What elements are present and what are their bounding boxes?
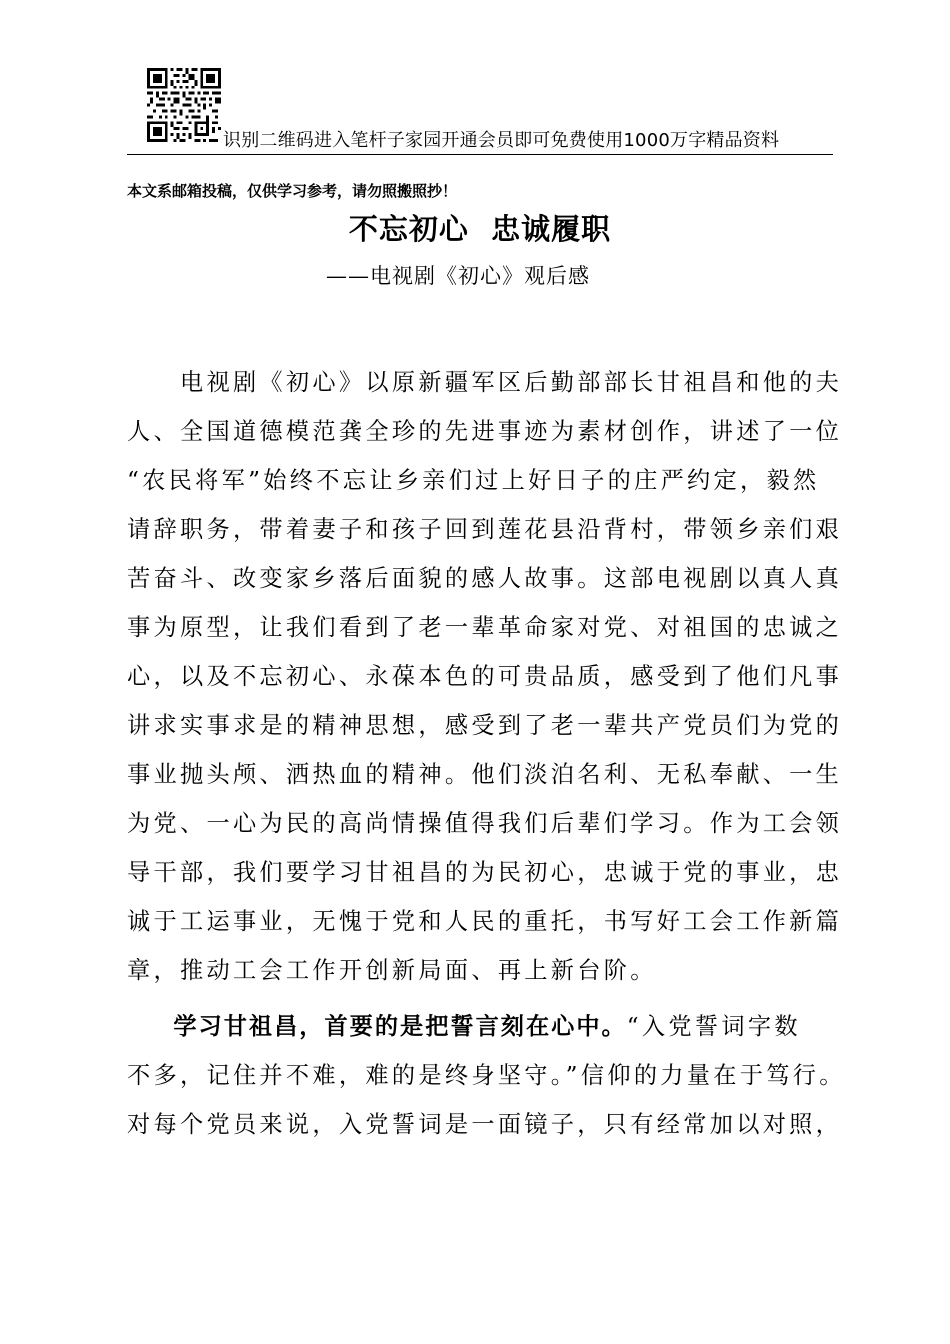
document-subtitle: ——电视剧《初心》观后感 (326, 264, 590, 288)
submission-notice: 本文系邮箱投稿，仅供学习参考，请勿照搬照抄！ (127, 182, 458, 200)
paragraph-line: 心，以及不忘初心、永葆本色的可贵品质，感受到了他们凡事 (127, 663, 843, 690)
paragraph-line: 讲求实事求是的精神思想，感受到了老一辈共产党员们为党的 (127, 712, 843, 739)
paragraph-line: 人、全国道德模范龚全珍的先进事迹为素材创作，讲述了一位 (127, 418, 843, 445)
paragraph-line: 事为原型，让我们看到了老一辈革命家对党、对祖国的忠诚之 (127, 614, 843, 641)
paragraph-line: 电视剧《初心》以原新疆军区后勤部部长甘祖昌和他的夫 (127, 369, 843, 396)
paragraph-line: “农民将军”始终不忘让乡亲们过上好日子的庄严约定，毅然 (127, 467, 820, 494)
paragraph-text: “入党誓词字数 (626, 1013, 801, 1040)
paragraph-line: 不多，记住并不难，难的是终身坚守。”信仰的力量在于笃行。 (127, 1062, 846, 1089)
paragraph-line: 请辞职务，带着妻子和孩子回到莲花县沿背村，带领乡亲们艰 (127, 516, 843, 543)
paragraph-line: 苦奋斗、改变家乡落后面貌的感人故事。这部电视剧以真人真 (127, 565, 843, 592)
header-promo-text: 识别二维码进入笔杆子家园开通会员即可免费使用1000万字精品资料 (223, 130, 780, 151)
paragraph-line: 导干部，我们要学习甘祖昌的为民初心，忠诚于党的事业，忠 (127, 859, 843, 886)
paragraph-line: 诚于工运事业，无愧于党和人民的重托，书写好工会工作新篇 (127, 908, 843, 935)
paragraph-line: 章，推动工会工作开创新局面、再上新台阶。 (127, 957, 657, 984)
paragraph-highlight: 学习甘祖昌，首要的是把誓言刻在心中。 (173, 1013, 627, 1040)
paragraph-line: 对每个党员来说，入党誓词是一面镜子，只有经常加以对照， (127, 1111, 843, 1138)
page-header (127, 66, 833, 155)
paragraph-line: 事业抛头颅、洒热血的精神。他们淡泊名利、无私奉献、一生 (127, 761, 843, 788)
paragraph-line: 为党、一心为民的高尚情操值得我们后辈们学习。作为工会领 (127, 810, 843, 837)
paragraph-line (127, 1012, 837, 1042)
document-title: 不忘初心 忠诚履职 (348, 212, 612, 246)
qr-code-icon[interactable] (147, 68, 221, 142)
